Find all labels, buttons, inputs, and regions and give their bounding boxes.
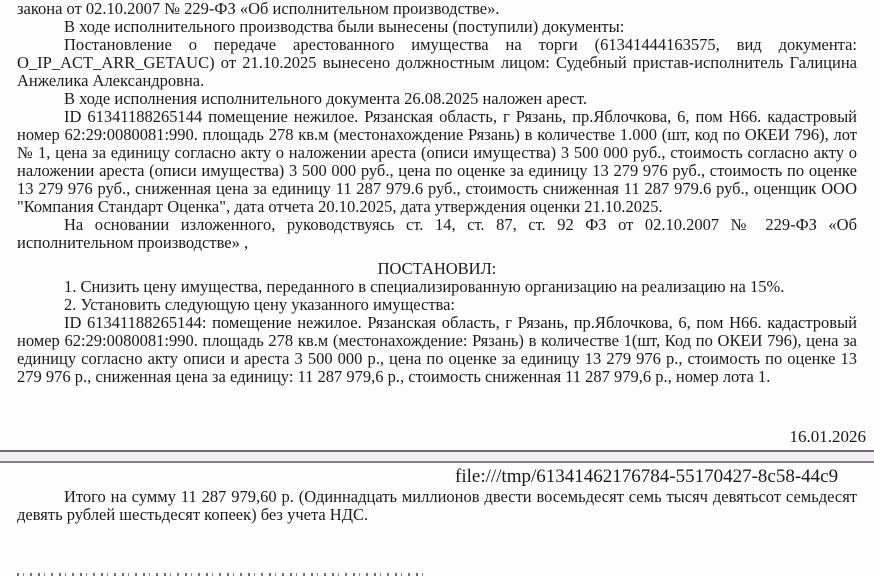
paragraph-total-sum: Итого на сумму 11 287 979,60 р. (Одиннадцать миллионов двести восемьдесят семь тысяч девятьсот семьдесят девять рублей шестьдесят копеек) без учета НДС.: [17, 487, 857, 524]
heading-resolved: ПОСТАНОВИЛ:: [377, 259, 497, 278]
file-url-footer: file:///tmp/61341462176784-55170427-8c58-44c9: [455, 466, 839, 487]
page-break-divider: [0, 450, 874, 463]
paragraph-resolution-transfer-to-auction: Постановление о передаче арестованного имущества на торги (61341444163575, вид документа: O_IP_ACT_ARR_GETAUC) от 21.10.2025 вынесено должностным лицом: Судебный пристав-исполнитель Галицина Анжелика Александровна.: [17, 35, 857, 90]
document-date: 16.01.2026: [789, 427, 866, 446]
paragraph-property-description-1: ID 61341188265144 помещение нежилое. Рязанская область, г Рязань, пр.Яблочкова, 6, пом Н66. кадастровый номер 62:29:0080081:990. площадь 278 кв.м (местонахождение Рязань) в количестве 1.000 (шт, код по ОКЕИ 796), лот № 1, цена за единицу согласно акту о наложении ареста (описи имущества) 3 500 000 руб., стоимость согласно акту о наложении ареста (описи имущества) 3 500 000 руб., цена по оценке за единицу 13 279 976 руб., стоимость по оценке 13 279 976 руб., сниженная цена за единицу 11 287 979.6 руб., стоимость сниженная 11 287 979.6 руб., оценщик ООО "Компания Стандарт Оценка", дата отчета 20.10.2025, дата утверждения оценки 21.10.2025.: [17, 107, 857, 216]
resolution-item-2-set-price: 2. Установить следующую цену указанного имущества:: [64, 295, 456, 314]
paragraph-legal-basis: На основании изложенного, руководствуясь ст. 14, ст. 87, ст. 92 ФЗ от 02.10.2007 № 229-ФЗ «Об исполнительном производстве» ,: [17, 215, 857, 252]
paragraph-property-description-2: ID 61341188265144: помещение нежилое. Рязанская область, г Рязань, пр.Яблочкова, 6, пом Н66. кадастровый номер 62:29:0080081:990. площадь 278 кв.м (местонахождение: Рязань) в количестве 1(шт, Код по ОКЕИ 796), цена за единицу согласно акту описи и ареста 3 500 000 р., цена по оценке за единицу 13 279 976 р., стоимость по оценке 13 279 976 р., сниженная цена за единицу: 11 287 979,6 р., стоимость сниженная 11 287 979,6 р., номер лота 1.: [17, 313, 857, 386]
paragraph-arrest-imposed: В ходе исполнения исполнительного документа 26.08.2025 наложен арест.: [64, 89, 588, 108]
resolution-item-1-reduce-price: 1. Снизить цену имущества, переданного в специализированную организацию на реализацию на 15%.: [64, 277, 785, 296]
paragraph-documents-received: В ходе исполнительного производства были вынесены (поступили) документы:: [64, 17, 625, 36]
clipped-top-paragraph-law-reference: закона от 02.10.2007 № 229-ФЗ «Об исполнительном производстве».: [17, 0, 500, 18]
